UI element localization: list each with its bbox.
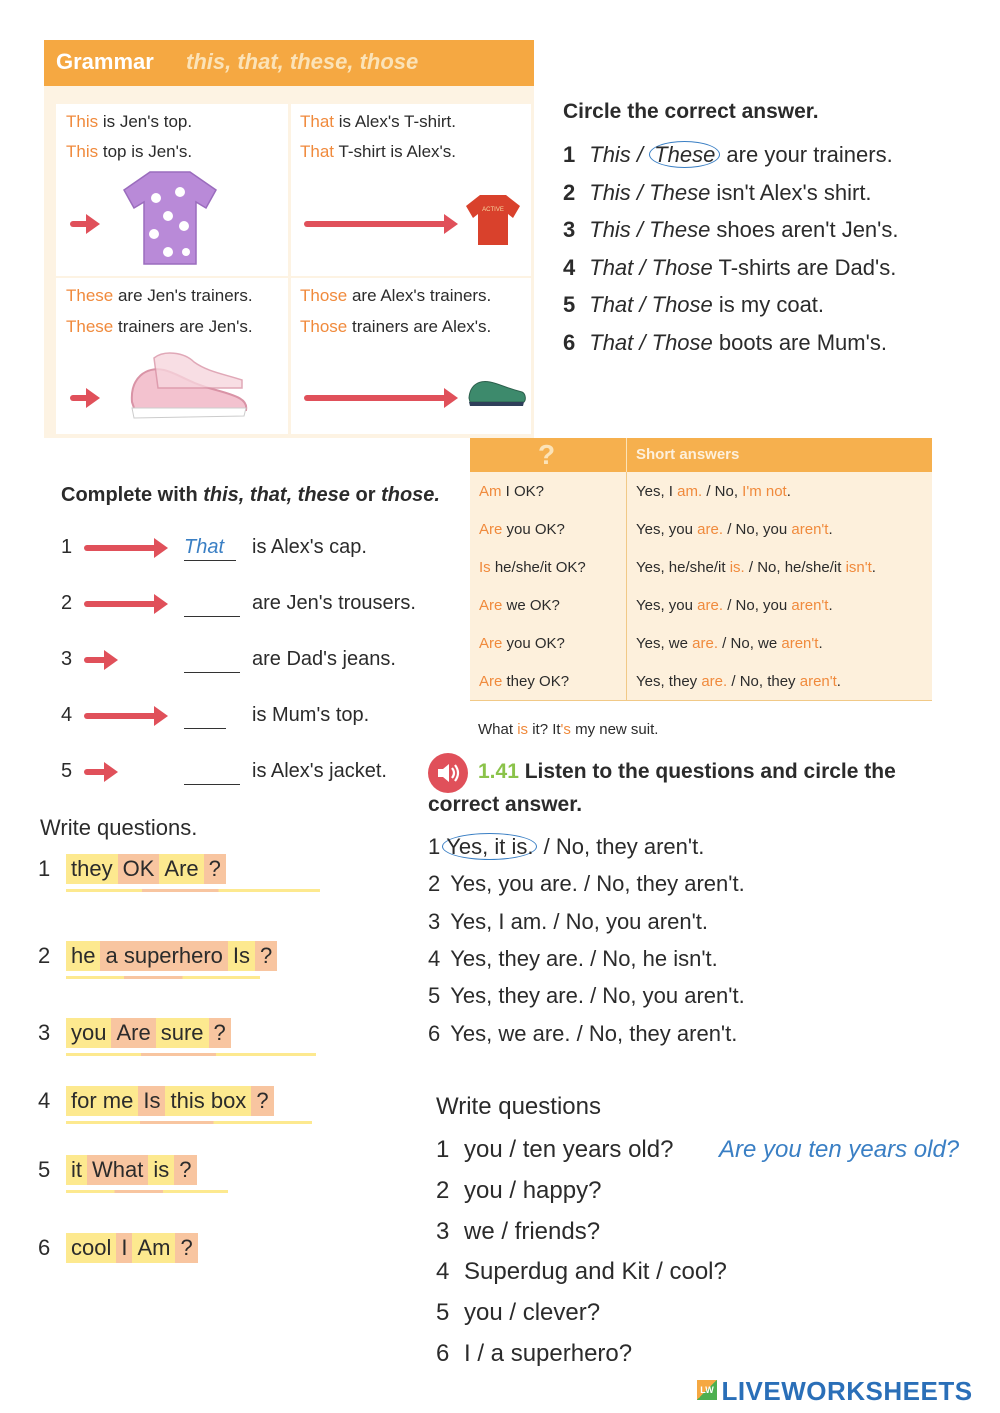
question-verb: Are: [479, 673, 503, 690]
circle-item: [563, 217, 898, 243]
answer-verb: isn't: [845, 559, 872, 576]
word-tile[interactable]: a superhero: [100, 941, 227, 971]
answer: [636, 673, 841, 690]
option-b[interactable]: / No, they aren't.: [577, 871, 745, 897]
question-verb: Is: [479, 559, 491, 576]
speaker-icon[interactable]: [428, 753, 468, 793]
word-tile[interactable]: he: [66, 941, 100, 971]
word-tile[interactable]: for me: [66, 1086, 138, 1116]
arrow-icon: [84, 769, 112, 775]
listen-item: [428, 946, 718, 972]
arrow-icon: [84, 713, 162, 719]
short-answers-heading: Short answers: [636, 446, 740, 463]
item-number: 2: [428, 871, 441, 897]
far-arrow-icon: [304, 221, 452, 227]
answer-verb: are.: [697, 597, 724, 614]
listen-item: [428, 983, 745, 1009]
word-tile[interactable]: Is: [228, 941, 255, 971]
near-arrow-icon: [70, 221, 94, 227]
option-a[interactable]: Yes, we are.: [450, 1020, 571, 1046]
answer-text[interactable]: Are you ten years old?: [719, 1136, 960, 1163]
question-verb: Am: [479, 483, 502, 500]
write-q-right-title: Write questions: [436, 1093, 601, 1120]
item-number: 4: [563, 254, 576, 280]
prompt: Superdug and Kit / cool?: [464, 1258, 727, 1286]
grammar-line: This is Jen's top.: [66, 112, 193, 131]
option-b[interactable]: These: [649, 141, 720, 168]
question-verb: Are: [479, 521, 503, 538]
word-tiles: [66, 1086, 274, 1116]
option-separator: /: [630, 142, 650, 167]
word-tile[interactable]: it: [66, 1155, 87, 1185]
answer: [636, 521, 833, 538]
answer-verb: aren't: [791, 521, 829, 538]
word-tile[interactable]: OK: [118, 854, 160, 884]
answer-part: / No, he/she/it: [744, 559, 846, 576]
option-a[interactable]: Yes, it is.: [442, 833, 537, 860]
circle-item: [563, 180, 872, 206]
answer-part: Yes, he/she/it: [636, 559, 730, 576]
answer-line[interactable]: [66, 1121, 312, 1124]
word-tile[interactable]: you: [66, 1018, 111, 1048]
grammar-cell-that: [291, 104, 531, 276]
word-tile[interactable]: I: [116, 1233, 132, 1263]
pink-trainers-icon: [124, 344, 254, 420]
far-arrow-icon: [304, 395, 452, 401]
answer-line[interactable]: [66, 1190, 228, 1193]
liveworksheets-logo: [697, 1376, 973, 1406]
word-tile[interactable]: Is: [138, 1086, 165, 1116]
option-b[interactable]: These: [649, 179, 711, 205]
option-b[interactable]: These: [649, 217, 711, 243]
row-divider: [626, 548, 627, 586]
answer-part: .: [828, 521, 833, 538]
listen-item: [428, 834, 704, 860]
word-tiles: [66, 1155, 197, 1185]
grammar-label: Grammar: [56, 49, 154, 74]
answer-part: .: [828, 597, 833, 614]
short-answers-example: What is it? It's my new suit.: [478, 721, 659, 738]
item-number: 4: [428, 945, 441, 971]
word-tile[interactable]: cool: [66, 1233, 116, 1263]
item-number: 4: [38, 1088, 51, 1113]
question: [479, 559, 586, 576]
complete-ex-title: Complete with this, that, these or those.: [61, 484, 440, 506]
short-answer-row: [470, 586, 932, 625]
question-mark-icon: ?: [538, 439, 556, 470]
circle-item: [563, 292, 824, 318]
word-tiles: [66, 1018, 231, 1048]
purple-top-icon: [120, 168, 220, 268]
answer-part: Yes, we: [636, 635, 693, 652]
word-tile[interactable]: Are: [111, 1018, 155, 1048]
item-number: 5: [428, 983, 441, 1009]
option-b[interactable]: Those: [651, 292, 713, 318]
answer-blank[interactable]: [184, 760, 240, 785]
answer-part: / No, you: [723, 597, 792, 614]
word-tiles: [66, 854, 226, 884]
option-separator: /: [633, 254, 652, 280]
grammar-line: Those are Alex's trainers.: [300, 286, 492, 305]
near-arrow-icon: [70, 395, 94, 401]
option-a[interactable]: Yes, I am.: [450, 908, 548, 934]
option-b[interactable]: / No, you aren't.: [547, 908, 708, 934]
option-a[interactable]: Yes, they are.: [450, 983, 584, 1009]
circle-item: [563, 255, 896, 281]
item-number: 6: [38, 1235, 51, 1260]
listen-item: [428, 1021, 737, 1047]
grammar-line: That is Alex's T-shirt.: [300, 112, 456, 131]
item-rest: is my coat.: [712, 292, 825, 318]
row-divider: [626, 624, 627, 662]
option-a[interactable]: This: [589, 217, 631, 243]
item-number: 4: [61, 704, 73, 726]
item-rest: isn't Alex's shirt.: [710, 179, 872, 205]
question-rest: you OK?: [502, 521, 565, 538]
circle-item: [563, 330, 887, 356]
item-rest: shoes aren't Jen's.: [710, 217, 899, 243]
option-b[interactable]: / No, they aren't.: [570, 1020, 738, 1046]
question-rest: you OK?: [502, 635, 565, 652]
listen-ex-title-2: correct answer.: [428, 793, 583, 816]
answer-part: / No, we: [718, 635, 782, 652]
answer-part: .: [786, 483, 791, 500]
listen-item: [428, 871, 745, 897]
question-rest: they OK?: [502, 673, 570, 690]
question: [479, 635, 565, 652]
item-rest: T-shirts are Dad's.: [712, 254, 897, 280]
prompt: you / ten years old?: [464, 1136, 674, 1163]
option-a[interactable]: This: [589, 179, 631, 205]
write-q-left-title: Write questions.: [40, 815, 198, 840]
answer-part: / No,: [702, 483, 743, 500]
arrow-icon: [84, 657, 112, 663]
question-verb: Are: [479, 597, 503, 614]
word-tile[interactable]: ?: [175, 1233, 197, 1263]
answer-verb: is.: [729, 559, 745, 576]
item-rest: are Dad's jeans.: [252, 648, 396, 670]
word-tile[interactable]: ?: [174, 1155, 196, 1185]
circle-ex-title: Circle the correct answer.: [563, 100, 819, 123]
word-tile[interactable]: this box: [165, 1086, 251, 1116]
item-number: 5: [436, 1299, 450, 1327]
question-rest: he/she/it OK?: [490, 559, 586, 576]
green-trainers-icon: [466, 372, 528, 408]
answer-part: / No, you: [723, 521, 792, 538]
answer-verb: am.: [677, 483, 703, 500]
short-answers-header: [470, 438, 932, 472]
listen-ex-title: 1.41 Listen to the questions and circle the: [478, 760, 896, 783]
grammar-line: That T-shirt is Alex's.: [300, 142, 456, 161]
short-answer-row: [470, 548, 932, 587]
grammar-line: Those trainers are Alex's.: [300, 317, 492, 336]
item-number: 1: [61, 536, 73, 558]
word-tiles: [66, 941, 277, 971]
grammar-line: This top is Jen's.: [66, 142, 193, 161]
question: [479, 673, 569, 690]
grammar-line: These trainers are Jen's.: [66, 317, 253, 336]
short-answer-row: [470, 662, 932, 701]
question: [479, 597, 560, 614]
answer-part: .: [836, 673, 841, 690]
item-rest: are your trainers.: [720, 142, 893, 167]
item-number: 4: [436, 1258, 450, 1286]
item-number: 3: [428, 908, 441, 934]
item-number: 6: [436, 1340, 450, 1367]
answer-part: Yes, you: [636, 521, 698, 538]
word-tile[interactable]: they: [66, 854, 118, 884]
short-answer-row: [470, 624, 932, 663]
item-rest: is Alex's jacket.: [252, 760, 387, 782]
word-tile[interactable]: ?: [209, 1018, 231, 1048]
item-number: 1: [436, 1136, 450, 1163]
option-a[interactable]: This: [589, 142, 631, 167]
item-number: 3: [61, 648, 73, 670]
option-b[interactable]: / No, he isn't.: [583, 945, 718, 971]
answer: [636, 635, 823, 652]
option-a[interactable]: Yes, they are.: [450, 945, 584, 971]
answer: [636, 483, 791, 500]
item-number: 3: [38, 1020, 51, 1045]
answer: [636, 559, 876, 576]
answer-blank[interactable]: That: [184, 536, 236, 561]
option-a[interactable]: That: [589, 292, 634, 318]
answer-blank[interactable]: [184, 704, 226, 729]
short-answer-row: [470, 510, 932, 549]
item-rest: is Alex's cap.: [252, 536, 367, 558]
logo-badge-icon: LW: [697, 1380, 717, 1400]
option-separator: /: [633, 330, 652, 355]
word-tile[interactable]: ?: [255, 941, 277, 971]
answer-part: Yes, you: [636, 597, 698, 614]
prompt: we / friends?: [464, 1217, 601, 1245]
option-separator: /: [630, 217, 650, 243]
option-b[interactable]: Those: [651, 254, 713, 280]
answer-part: / No, they: [727, 673, 800, 690]
arrow-icon: [84, 545, 162, 551]
item-number: 1: [428, 834, 441, 859]
option-b[interactable]: Those: [651, 330, 713, 355]
word-tile[interactable]: ?: [251, 1086, 273, 1116]
answer-part: Yes, I: [636, 483, 678, 500]
question-rest: I OK?: [501, 483, 545, 500]
answer: [636, 597, 833, 614]
word-tile[interactable]: is: [148, 1155, 174, 1185]
answer-verb: aren't: [791, 597, 829, 614]
word-tile[interactable]: What: [87, 1155, 148, 1185]
option-a[interactable]: Yes, you are.: [450, 871, 578, 897]
word-tile[interactable]: ?: [204, 854, 226, 884]
item-number: 5: [61, 760, 73, 782]
item-number: 1: [563, 142, 576, 167]
answer-verb: aren't: [799, 673, 837, 690]
answer-blank[interactable]: [184, 648, 240, 673]
item-number: 3: [436, 1217, 450, 1245]
word-tiles: [66, 1233, 198, 1263]
answer-verb: are.: [701, 673, 728, 690]
answer-verb: I'm not: [742, 483, 787, 500]
question-rest: we OK?: [502, 597, 560, 614]
circle-item: [563, 142, 893, 168]
option-b[interactable]: / No, they aren't.: [537, 834, 705, 859]
word-tile[interactable]: sure: [156, 1018, 209, 1048]
grammar-line: These are Jen's trainers.: [66, 286, 253, 305]
item-rest: are Jen's trousers.: [252, 592, 416, 614]
answer-part: .: [818, 635, 823, 652]
item-number: 2: [38, 943, 51, 968]
item-number: 5: [38, 1157, 51, 1182]
row-divider: [626, 510, 627, 548]
header-divider: [626, 438, 627, 472]
option-separator: /: [630, 179, 650, 205]
question-verb: Are: [479, 635, 503, 652]
question: [479, 483, 544, 500]
item-number: 1: [38, 856, 51, 881]
grammar-subtitle: this, that, these, those: [186, 49, 419, 74]
answer-line[interactable]: [66, 889, 320, 892]
tshirt-text: ACTIVE: [482, 207, 504, 213]
item-number: 2: [61, 592, 73, 614]
row-divider: [626, 662, 627, 700]
red-tshirt-icon: [464, 192, 522, 248]
option-a[interactable]: That: [589, 254, 634, 280]
prompt: you / happy?: [464, 1176, 602, 1204]
answer-line[interactable]: [66, 1053, 316, 1056]
question: [479, 521, 565, 538]
item-number: 2: [563, 179, 576, 205]
short-answer-row: [470, 472, 932, 511]
answer-verb: are.: [692, 635, 719, 652]
answer-verb: are.: [697, 521, 724, 538]
word-tile[interactable]: Am: [132, 1233, 175, 1263]
listen-item: [428, 909, 708, 935]
option-separator: /: [633, 292, 652, 318]
answer-blank[interactable]: [184, 592, 240, 617]
item-number: 6: [563, 330, 576, 355]
grammar-header: [44, 40, 534, 86]
answer-part: .: [871, 559, 876, 576]
row-divider: [626, 586, 627, 624]
item-rest: boots are Mum's.: [712, 330, 887, 355]
grammar-cell-those: [291, 278, 531, 434]
option-a[interactable]: That: [589, 330, 634, 355]
arrow-icon: [84, 601, 162, 607]
prompt: I / a superhero?: [464, 1340, 633, 1367]
logo-text: LIVEWORKSHEETS: [721, 1376, 973, 1406]
option-b[interactable]: / No, you aren't.: [583, 983, 745, 1009]
answer-part: Yes, they: [636, 673, 702, 690]
item-number: 6: [428, 1020, 441, 1046]
item-number: 2: [436, 1176, 450, 1204]
answer-line[interactable]: [66, 976, 260, 979]
item-number: 5: [563, 292, 576, 318]
item-rest: is Mum's top.: [252, 704, 370, 726]
word-tile[interactable]: Are: [159, 854, 203, 884]
answer-verb: aren't: [781, 635, 819, 652]
row-divider: [626, 472, 627, 510]
prompt: you / clever?: [464, 1299, 601, 1327]
item-number: 3: [563, 217, 576, 243]
